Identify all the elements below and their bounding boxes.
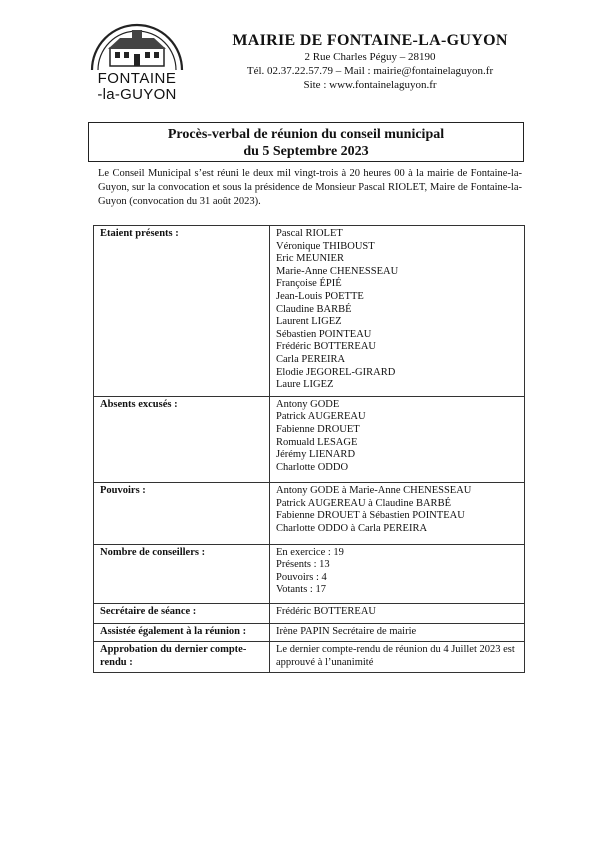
row-value: Frédéric BOTTEREAU xyxy=(276,341,377,353)
row-value: Patrick AUGEREAU xyxy=(276,411,366,423)
logo-text-bottom: -la-GUYON xyxy=(97,86,177,103)
row-value: Frédéric BOTTEREAU xyxy=(276,606,377,618)
logo-text-top: FONTAINE xyxy=(97,70,177,87)
table-row xyxy=(94,642,525,673)
row-label: Nombre de conseillers : xyxy=(94,544,270,603)
row-value: Claudine BARBÉ xyxy=(276,303,352,315)
row-value: Antony GODE à Marie-Anne CHENESSEAU xyxy=(276,485,472,497)
row-value: Présents : 13 xyxy=(276,559,330,571)
row-value: Irène PAPIN Secrétaire de mairie xyxy=(276,625,417,637)
town-logo xyxy=(88,18,186,108)
row-value: Carla PEREIRA xyxy=(276,353,346,365)
row-value: Charlotte ODDO à Carla PEREIRA xyxy=(276,523,428,535)
table-row xyxy=(94,226,525,397)
row-value: Fabienne DROUET xyxy=(276,423,360,435)
row-value: Véronique THIBOUST xyxy=(276,240,375,252)
table-row xyxy=(94,623,525,642)
row-label: Assistée également à la réunion : xyxy=(94,623,270,642)
table-row xyxy=(94,544,525,603)
row-values xyxy=(270,544,525,603)
document-title: Procès-verbal de réunion du conseil municipal xyxy=(167,127,445,142)
letterhead-contact: Tél. 02.37.22.57.79 – Mail : mairie@fontainelaguyon.fr xyxy=(246,65,494,77)
document-title-box xyxy=(88,122,524,162)
row-label: Etaient présents : xyxy=(94,226,270,397)
row-value: Romuald LESAGE xyxy=(276,436,358,448)
row-value: Françoise ÉPIÉ xyxy=(276,278,342,290)
row-value: Pascal RIOLET xyxy=(276,228,343,239)
row-value: Eric MEUNIER xyxy=(276,253,344,265)
row-values xyxy=(270,396,525,483)
row-label: Absents excusés : xyxy=(94,396,270,483)
row-values xyxy=(270,623,525,642)
row-value: Jérémy LIENARD xyxy=(276,449,356,461)
row-value: Charlotte ODDO xyxy=(276,461,349,473)
row-value: Elodie JEGOREL-GIRARD xyxy=(276,366,396,378)
row-value: Le dernier compte-rendu de réunion du 4 Juillet 2023 est approuvé à l’unanimité xyxy=(276,644,515,668)
row-value: En exercice : 19 xyxy=(276,546,344,558)
intro-paragraph: Le Conseil Municipal s’est réuni le deux mil vingt-trois à 20 heures 00 à la mairie de Fontaine-la-Guyon, sur la convocation et sous la présidence de Monsieur Pascal RIOLET, Maire de Fontaine-la-Guyon (convocation du 31 août 2023). xyxy=(98,168,522,207)
letterhead-website: Site : www.fontainelaguyon.fr xyxy=(303,79,437,91)
attendance-table-body xyxy=(94,226,525,673)
row-value: Laure LIGEZ xyxy=(276,379,334,391)
row-label: Approbation du dernier compte-rendu : xyxy=(94,642,270,673)
table-row xyxy=(94,396,525,483)
document-date: du 5 Septembre 2023 xyxy=(243,144,369,159)
letterhead-address: 2 Rue Charles Péguy – 28190 xyxy=(304,51,436,63)
row-values xyxy=(270,483,525,544)
row-value: Patrick AUGEREAU à Claudine BARBÉ xyxy=(276,497,451,509)
letterhead-title: MAIRIE DE FONTAINE-LA-GUYON xyxy=(232,32,508,49)
table-row xyxy=(94,483,525,544)
row-label: Secrétaire de séance : xyxy=(94,604,270,624)
row-value: Marie-Anne CHENESSEAU xyxy=(276,265,399,277)
row-values xyxy=(270,226,525,397)
table-row xyxy=(94,604,525,624)
row-value: Jean-Louis POETTE xyxy=(276,290,364,302)
row-value: Laurent LIGEZ xyxy=(276,316,342,328)
row-value: Sébastien POINTEAU xyxy=(276,328,372,340)
row-value: Pouvoirs : 4 xyxy=(276,571,327,583)
row-label: Pouvoirs : xyxy=(94,483,270,544)
row-value: Fabienne DROUET à Sébastien POINTEAU xyxy=(276,510,465,522)
row-value: Antony GODE xyxy=(276,398,340,410)
row-values xyxy=(270,604,525,624)
attendance-table xyxy=(93,225,525,673)
letterhead xyxy=(210,32,530,92)
row-values xyxy=(270,642,525,673)
row-value: Votants : 17 xyxy=(276,584,326,596)
town-hall-emblem-icon xyxy=(88,18,186,74)
